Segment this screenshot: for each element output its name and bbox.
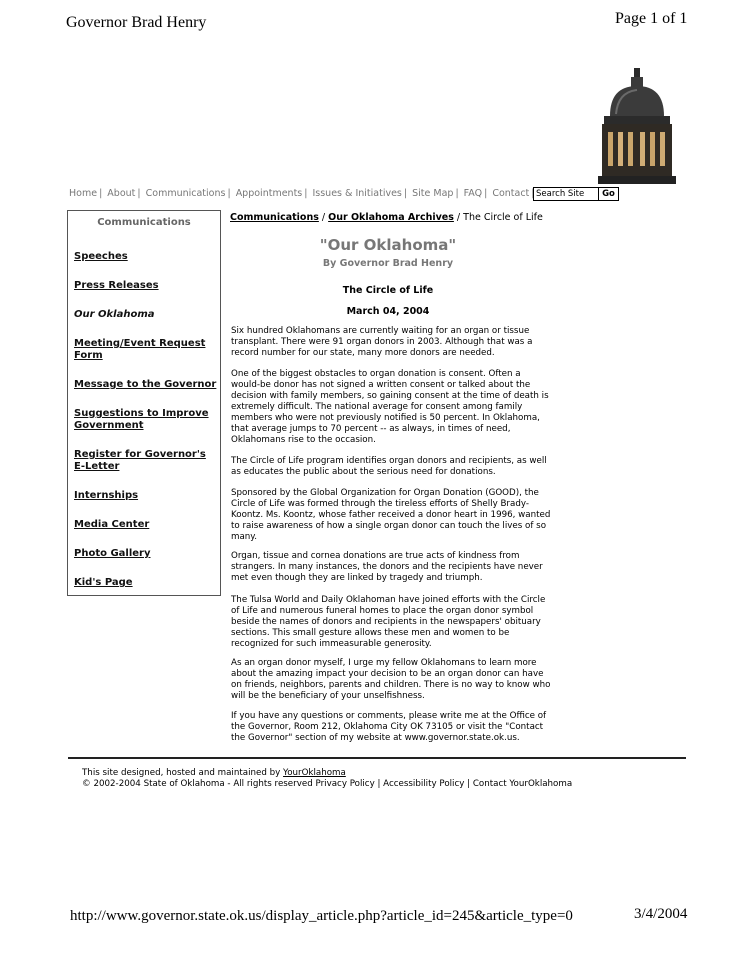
footer-privacy-link[interactable]: Privacy Policy (315, 779, 375, 789)
article-paragraph: Six hundred Oklahomans are currently waiting for an organ or tissue transplant. There were 91 organ donors in 2003. Although that was a record number for our state, many more donors are needed. (231, 326, 533, 358)
sidebar (67, 210, 221, 596)
sidebar-item-message-governor[interactable]: Message to the Governor (74, 379, 217, 390)
sidebar-item-suggestions[interactable]: Suggestions to Improve Government (74, 408, 209, 431)
nav-separator: | (403, 188, 408, 199)
nav-separator: | (304, 188, 308, 199)
top-navigation (69, 188, 549, 199)
search-input[interactable]: Search Site (533, 187, 599, 201)
sidebar-item-register-eletter[interactable]: Register for Governor's E-Letter (74, 449, 206, 472)
sidebar-item-media-center[interactable]: Media Center (74, 519, 150, 530)
article-paragraph: Organ, tissue and cornea donations are true acts of kindness from strangers. In many instances, the donors and the recipients have never met even though they are linked by tragedy and triumph. (231, 551, 543, 583)
article-subtitle: The Circle of Life (342, 285, 434, 296)
breadcrumb-separator: / (318, 212, 329, 223)
capitol-dome-icon (592, 66, 682, 186)
nav-separator: | (455, 188, 459, 199)
print-footer-date: 3/4/2004 (634, 906, 688, 922)
article-date: March 04, 2004 (346, 306, 430, 317)
footer-youroklahoma-link[interactable]: YourOklahoma (283, 768, 346, 778)
article-title: "Our Oklahoma" (319, 236, 457, 254)
article-paragraph: As an organ donor myself, I urge my fellow Oklahomans to learn more about the amazing impact your decision to be an organ donor can have on friends, neighbors, parents and children. There is no way to know who will be the beneficiary of your unselfishness. (231, 658, 551, 701)
sidebar-heading: Communications (97, 217, 191, 228)
print-header-title: Governor Brad Henry (66, 14, 207, 31)
breadcrumb-communications[interactable]: Communications (230, 212, 319, 223)
nav-contact[interactable]: Contact (492, 188, 530, 199)
article-byline: By Governor Brad Henry (322, 258, 454, 269)
nav-faq[interactable]: FAQ (463, 188, 483, 199)
sidebar-item-press-releases[interactable]: Press Releases (74, 280, 159, 291)
article-paragraph: The Circle of Life program identifies organ donors and recipients, as well as educates the public about the serious need for donations. (231, 456, 547, 477)
nav-site-map[interactable]: Site Map (412, 188, 454, 199)
go-button[interactable]: Go (598, 187, 619, 201)
nav-appointments[interactable]: Appointments (235, 188, 303, 199)
sidebar-item-meeting-request[interactable]: Meeting/Event Request Form (74, 338, 206, 361)
sidebar-item-our-oklahoma[interactable]: Our Oklahoma (74, 309, 155, 320)
breadcrumb (230, 212, 543, 223)
footer-divider (68, 757, 686, 759)
breadcrumb-separator: / (453, 212, 464, 223)
sidebar-item-speeches[interactable]: Speeches (74, 251, 128, 262)
article-paragraph: One of the biggest obstacles to organ donation is consent. Often a would-be donor has not signed a written consent or talked about the decision with family members, so gaining consent at the time of death is extremely difficult. The national average for consent among family members who were not previously notified is 50 percent. In Oklahoma, that average jumps to 70 percent -- as always, in times of need, Oklahomans rise to the occasion. (231, 369, 549, 445)
nav-communications[interactable]: Communications (145, 188, 226, 199)
nav-separator: | (484, 188, 488, 199)
sidebar-item-internships[interactable]: Internships (74, 490, 139, 501)
footer-designed-by (82, 768, 346, 778)
nav-separator: | (137, 188, 141, 199)
article-paragraph: If you have any questions or comments, please write me at the Office of the Governor, Room 212, Oklahoma City OK 73105 or visit the "Contact the Governor" section of my website at www.governor.state.ok.us. (231, 711, 547, 743)
sidebar-item-kids-page[interactable]: Kid's Page (74, 577, 133, 588)
footer-accessibility-link[interactable]: Accessibility Policy (383, 779, 465, 789)
article-paragraph: Sponsored by the Global Organization for Organ Donation (GOOD), the Circle of Life was formed through the tireless efforts of Shelly Brady-Koontz. Ms. Koontz, whose father received a donor heart in 1996, wanted to raise awareness of how a single organ donor can touch the lives of so many. (231, 488, 551, 542)
footer-copyright: © 2002-2004 State of Oklahoma - All rights reserved (82, 779, 313, 789)
nav-issues-initiatives[interactable]: Issues & Initiatives (312, 188, 402, 199)
print-page-number: Page 1 of 1 (615, 10, 688, 27)
print-footer-url: http://www.governor.state.ok.us/display_article.php?article_id=245&article_type=0 (70, 908, 573, 924)
article-paragraph: The Tulsa World and Daily Oklahoman have joined efforts with the Circle of Life and numerous funeral homes to place the organ donor symbol beside the names of donors and recipients in the newspapers' obituary sections. This small gesture allows these men and women to be recognized for such immeasurable generosity. (231, 595, 546, 649)
footer-designed-text: This site designed, hosted and maintained by (82, 768, 281, 778)
breadcrumb-archives[interactable]: Our Oklahoma Archives (328, 212, 454, 223)
nav-home[interactable]: Home (69, 188, 98, 199)
nav-about[interactable]: About (107, 188, 136, 199)
sidebar-item-photo-gallery[interactable]: Photo Gallery (74, 548, 151, 559)
nav-separator: | (227, 188, 231, 199)
footer-copyright-row: © 2002-2004 State of Oklahoma - All rights reserved Privacy Policy | Accessibility Policy | Contact YourOklahoma (82, 779, 573, 789)
breadcrumb-current: The Circle of Life (463, 212, 543, 223)
footer-contact-link[interactable]: Contact YourOklahoma (472, 779, 573, 789)
nav-separator: | (99, 188, 103, 199)
